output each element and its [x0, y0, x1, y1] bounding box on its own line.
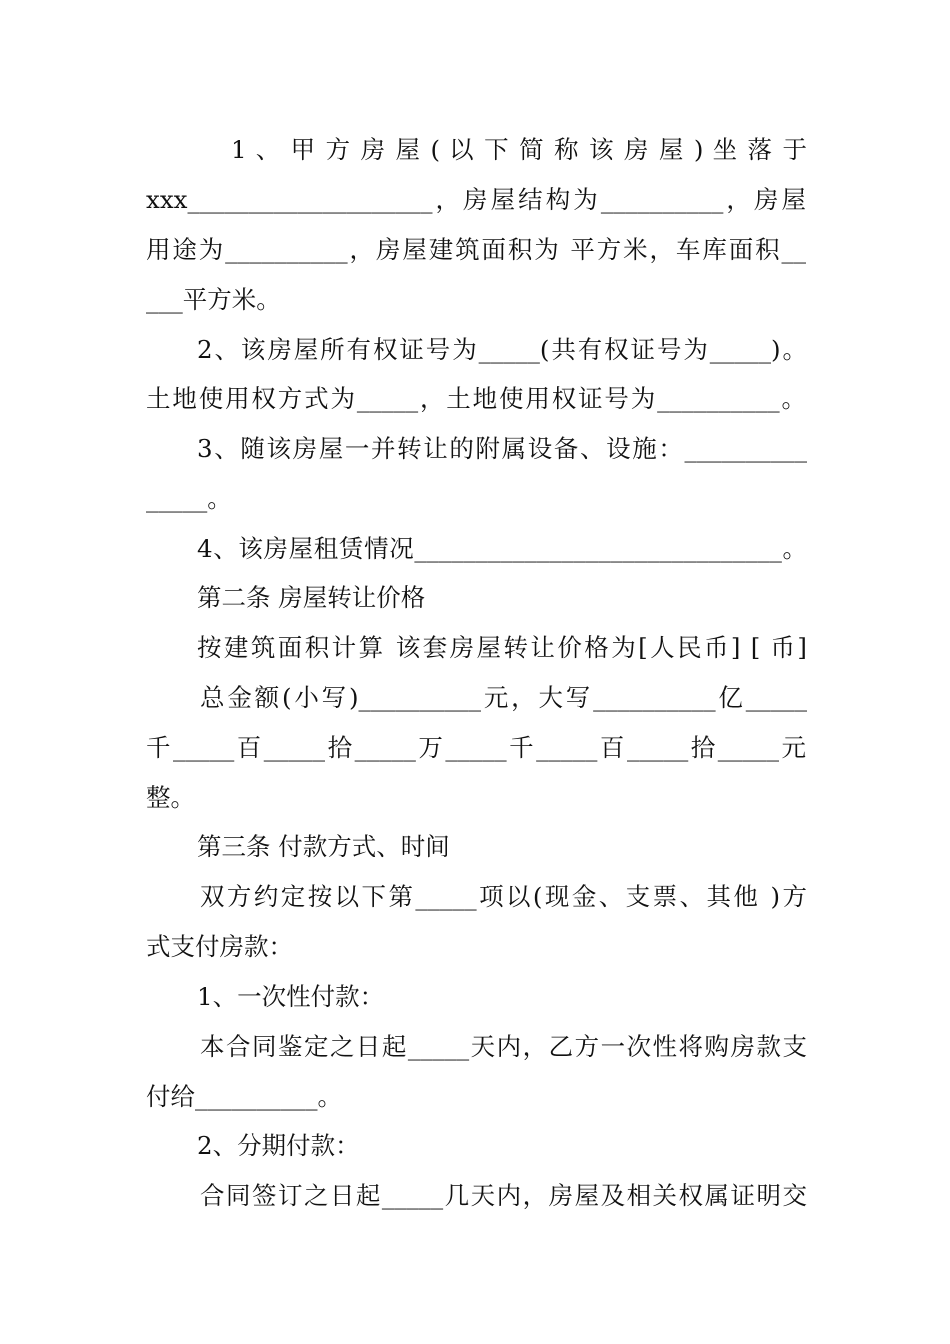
- clause-3-line-2: _____。: [146, 484, 232, 513]
- article-3-heading: 第三条 付款方式、时间: [197, 832, 450, 861]
- installment-heading: 2、分期付款：: [197, 1131, 360, 1160]
- payment-method-line-2: 式支付房款：: [146, 932, 293, 961]
- clause-2-line-2: 土地使用权方式为_____，土地使用权证号为__________。: [146, 384, 806, 413]
- lump-sum-line-1: 本合同鉴定之日起_____天内，乙方一次性将购房款支: [200, 1032, 807, 1061]
- lump-sum-heading: 1、一次性付款：: [197, 982, 385, 1011]
- installment-line-1: 合同签订之日起_____几天内，房屋及相关权属证明交: [200, 1181, 807, 1210]
- clause-1-line-3: 用途为__________，房屋建筑面积为 平方米，车库面积__: [146, 235, 806, 264]
- article-2-heading: 第二条 房屋转让价格: [197, 583, 426, 612]
- payment-method-line-1: 双方约定按以下第_____项以(现金、支票、其他 )方: [200, 882, 807, 911]
- lump-sum-line-2: 付给__________。: [146, 1082, 342, 1111]
- clause-1-line-1: 1 、 甲 方 房 屋 ( 以 下 简 称 该 房 屋 ) 坐 落 于: [231, 135, 807, 164]
- clause-1-line-4: ___平方米。: [146, 285, 281, 314]
- clause-1-line-2: xxx____________________，房屋结构为__________，房屋: [146, 185, 806, 214]
- clause-2-line-1: 2、该房屋所有权证号为_____(共有权证号为_____)。: [197, 335, 807, 364]
- total-amount-line-2: 千_____百_____拾_____万_____千_____百_____拾_____元: [146, 733, 806, 762]
- total-amount-line-3: 整。: [146, 783, 195, 812]
- clause-3-line-1: 3、随该房屋一并转让的附属设备、设施：__________: [197, 434, 807, 463]
- clause-4-line: 4、该房屋租赁情况______________________________。: [197, 534, 807, 563]
- total-amount-line-1: 总金额(小写)__________元，大写__________亿_____: [200, 683, 807, 712]
- price-basis-line: 按建筑面积计算 该套房屋转让价格为[人民币] [ 币]: [197, 633, 807, 662]
